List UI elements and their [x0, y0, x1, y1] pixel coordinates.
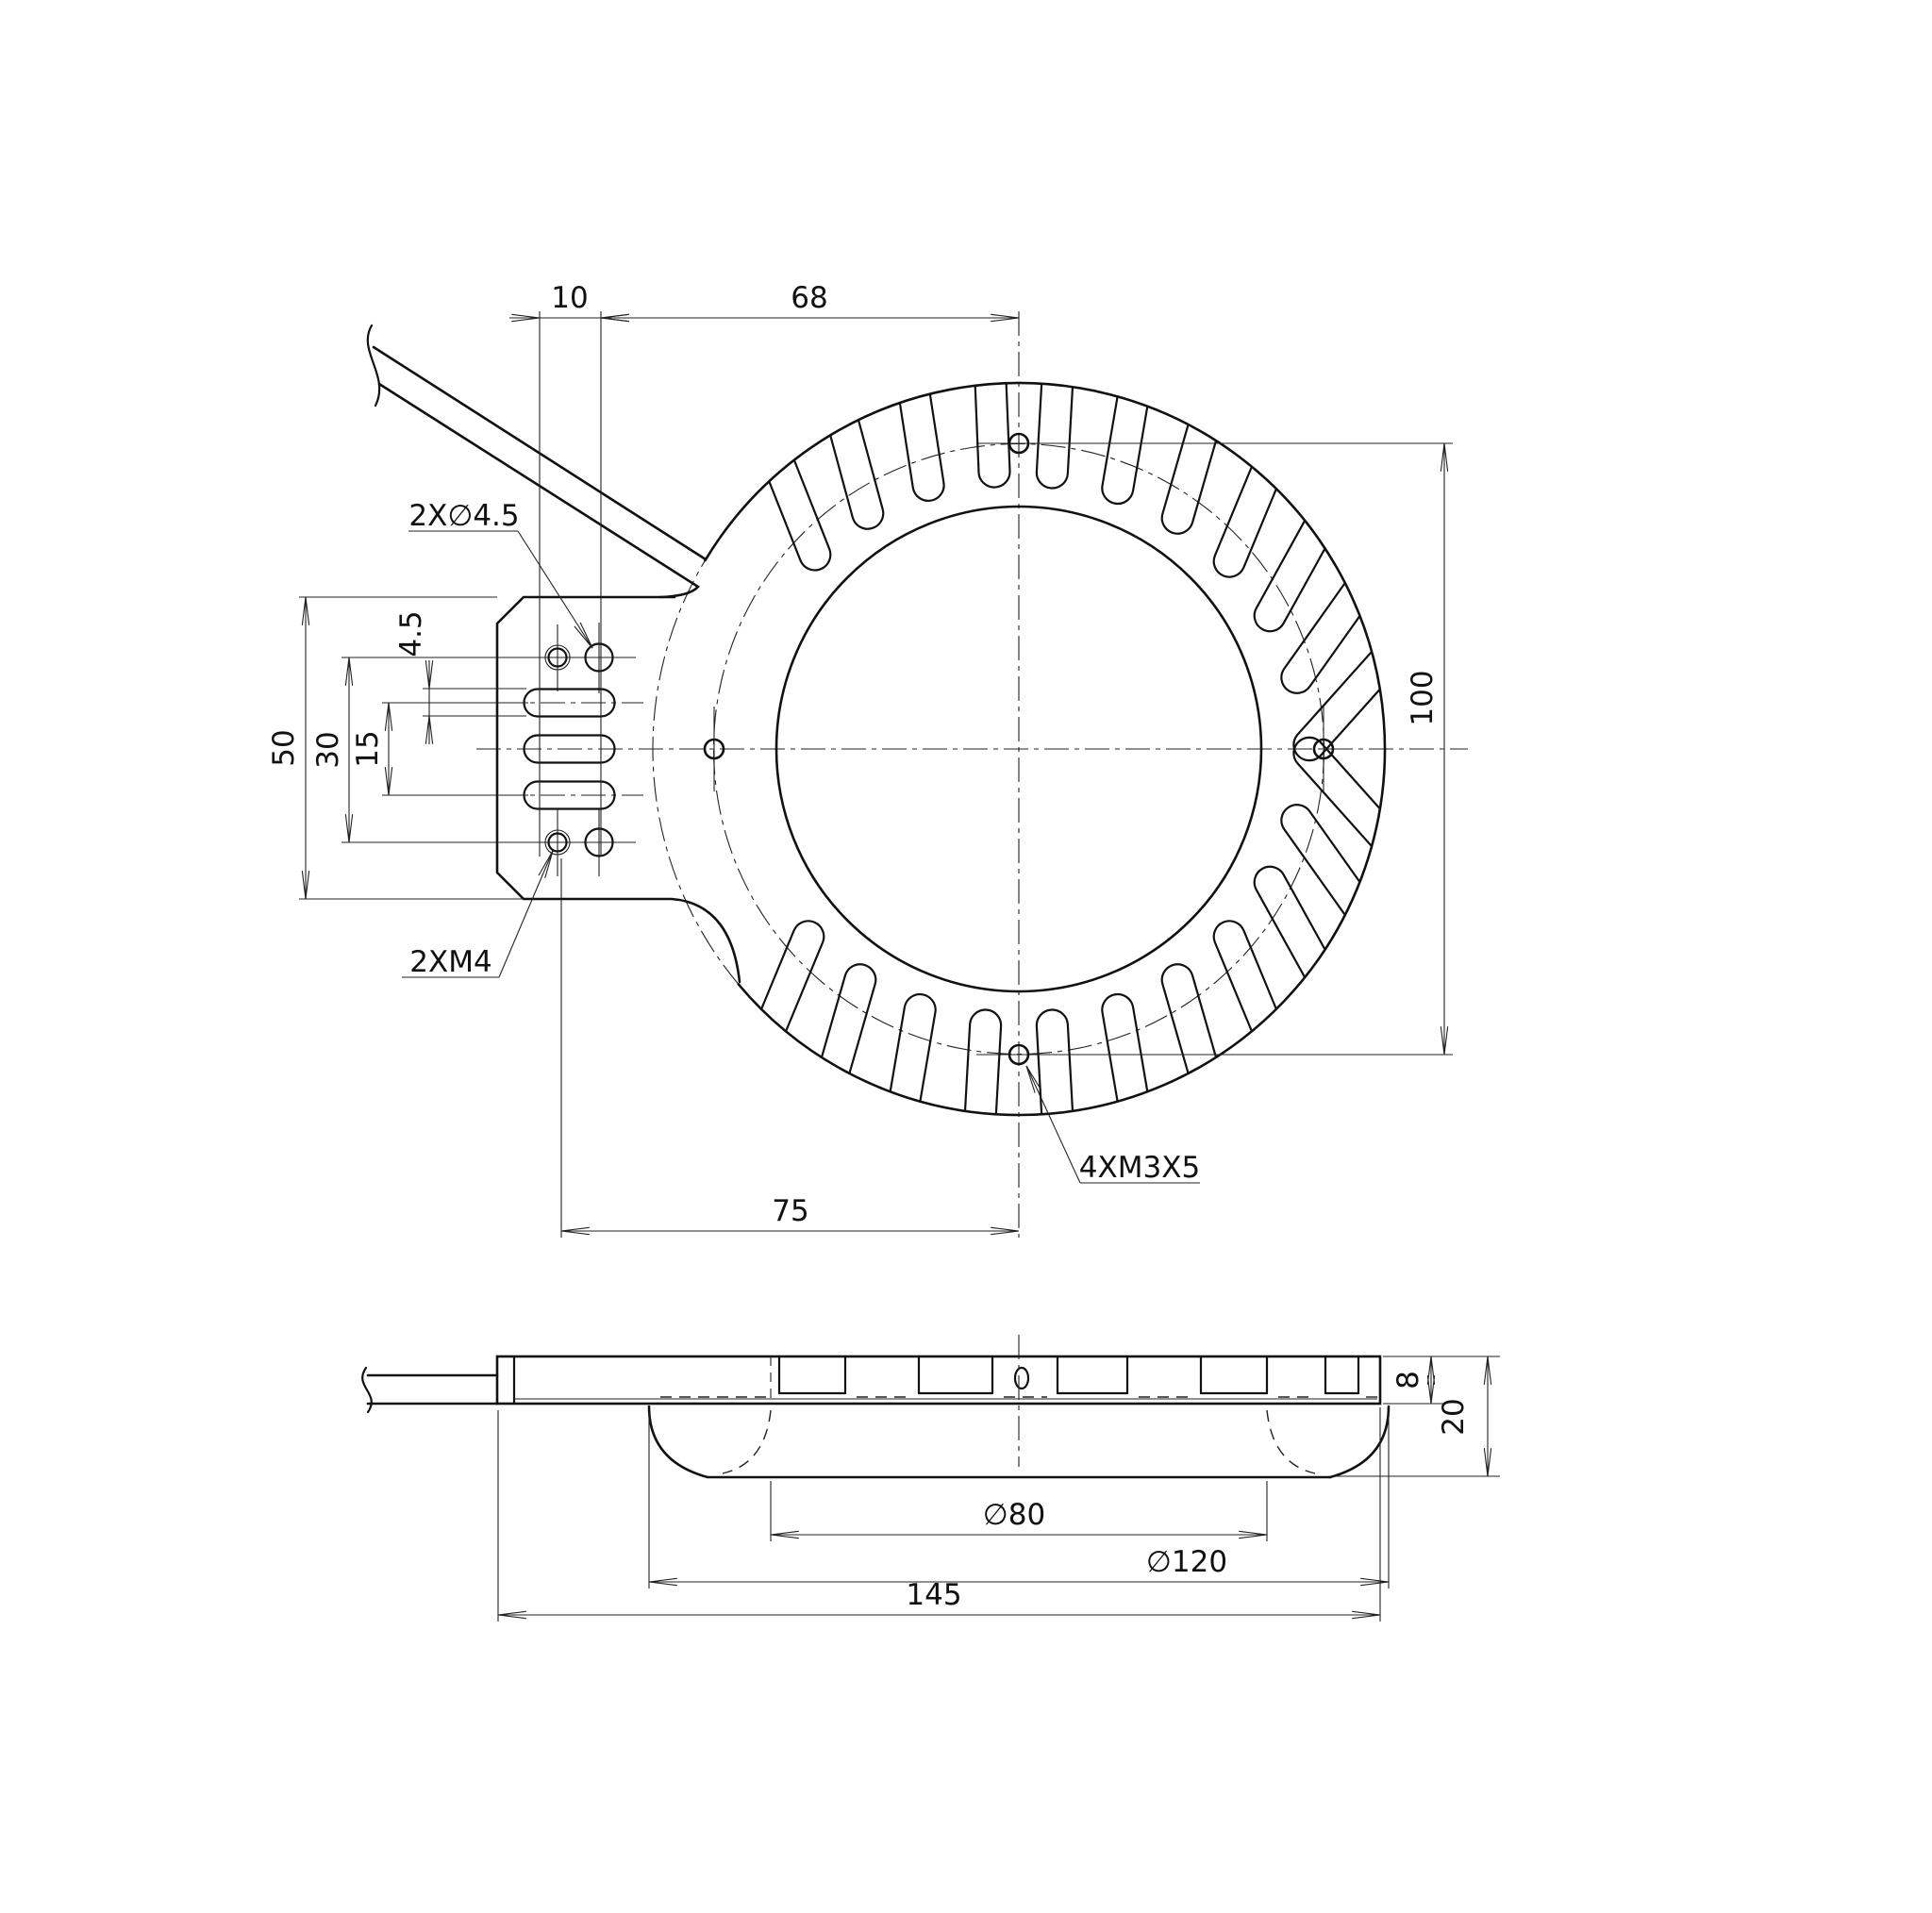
- dim-overall-width-text: 145: [906, 1578, 962, 1612]
- dim-slot-span-text: 15: [351, 730, 385, 768]
- dim-slot-length-text: 10: [551, 281, 589, 315]
- dim-bolt-circle-text: 100: [1406, 670, 1440, 726]
- dim-total-height-text: 20: [1437, 1398, 1471, 1436]
- side-view: [362, 1335, 1389, 1477]
- dim-inner-diameter-text: ∅80: [982, 1498, 1046, 1532]
- dim-hole-span-text: 30: [311, 731, 345, 769]
- dim-outer-diameter-text: ∅120: [1145, 1545, 1228, 1579]
- dim-hole-to-center-text: 75: [772, 1194, 809, 1228]
- dim-plate-thickness-text: 8: [1391, 1371, 1425, 1389]
- dim-slot-width-text: 4.5: [394, 610, 428, 657]
- label-clearance-holes-text: 2X∅4.5: [408, 499, 520, 533]
- label-mount-holes-text: 4XM3X5: [1078, 1151, 1201, 1185]
- dim-bracket-height-text: 50: [267, 729, 301, 767]
- label-tapped-holes-text: 2XM4: [409, 945, 492, 979]
- centerlines: [476, 311, 1468, 1238]
- dim-bracket-to-center-text: 68: [791, 281, 828, 315]
